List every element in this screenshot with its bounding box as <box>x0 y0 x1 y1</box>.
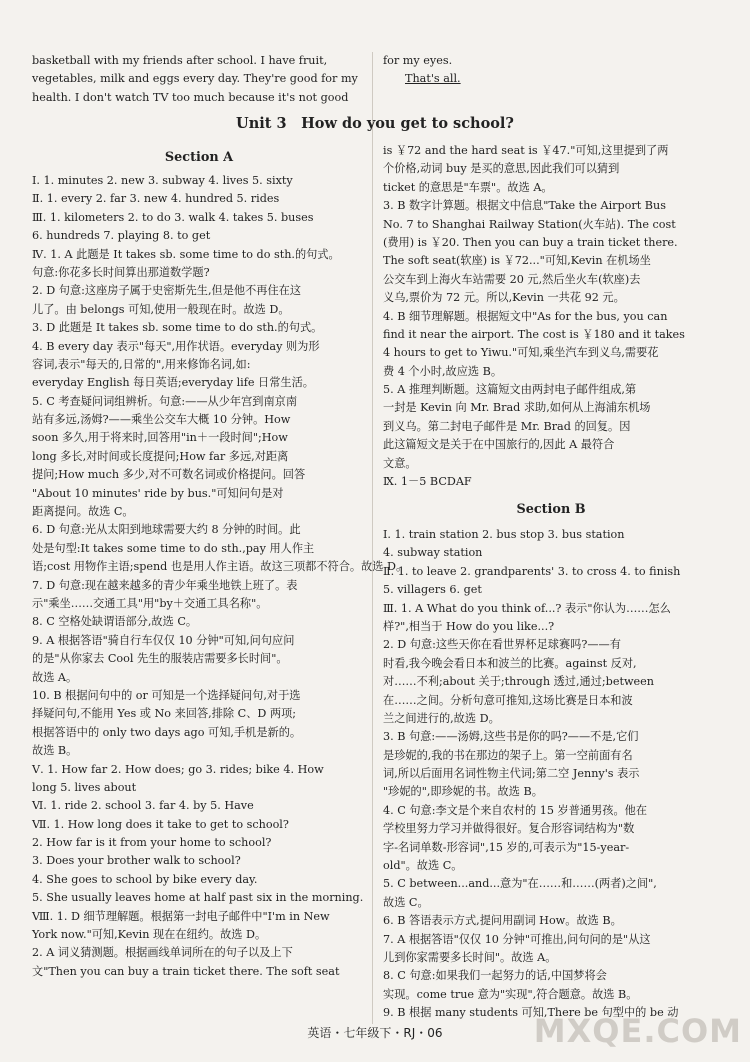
text-line: 提问;How much 多少,对不可数名词或价格提问。回答 <box>32 468 306 482</box>
text-line: find it near the airport. The cost is ￥180 and it takes <box>383 327 685 341</box>
text-line: "About 10 minutes' ride by bus."可知问句是对 <box>32 486 284 500</box>
text-line: 儿到你家需要多长时间"。故选 A。 <box>383 950 557 964</box>
text-line: 儿了。由 belongs 可知,使用一般现在时。故选 D。 <box>32 302 290 316</box>
text-line: 是珍妮的,我的书在那边的架子上。第一空前面有名 <box>383 748 633 762</box>
text-line: 4. She goes to school by bike every day. <box>32 872 258 886</box>
text-line: is ￥72 and the hard seat is ￥47."可知,这里提到了两 <box>383 144 669 157</box>
text-line: 词,所以后面用名词性物主代词;第二空 Jenny's 表示 <box>383 767 640 781</box>
text-line: 2. D 句意:这座房子属于史密斯先生,但是他不再住在这 <box>32 284 302 298</box>
unit-title: Unit 3 How do you get to school? <box>236 115 514 132</box>
text-line: (费用) is ￥20. Then you can buy a train ticket there. <box>383 235 678 249</box>
text-line: 3. Does your brother walk to school? <box>32 854 241 868</box>
text-line: 6. B 答语表示方式,提问用副词 How。故选 B。 <box>383 914 622 928</box>
text-line: 5. C between...and...意为"在……和……(两者)之间", <box>383 877 657 891</box>
text-line: 公交车到上海火车站需要 20 元,然后坐火车(软座)去 <box>383 272 641 286</box>
text-line: 3. B 句意:——汤姆,这些书是你的吗?——不是,它们 <box>383 730 639 744</box>
text-line: 3. D 此题是 It takes sb. some time to do sth.的句式。 <box>32 321 323 335</box>
text-line: 处是句型:It takes some time to do sth.,pay 用人作主 <box>32 541 315 555</box>
text-line: 10. B 根据问句中的 or 可知是一个选择疑问句,对于选 <box>32 688 301 702</box>
text-line: long 5. lives about <box>32 780 137 794</box>
text-line: Ⅳ. 1. A 此题是 It takes sb. some time to do sth.的句式。 <box>32 247 340 261</box>
text-line: 3. B 数字计算题。根据文中信息"Take the Airport Bus <box>383 199 666 213</box>
column-divider <box>372 52 373 1024</box>
text-line: 的是"从你家去 Cool 先生的服装店需要多长时间"。 <box>32 652 288 666</box>
text-line: Ⅱ. 1. to leave 2. grandparents' 3. to cross 4. to finish <box>383 564 681 578</box>
text-line: health. I don't watch TV too much because it's not good <box>32 90 349 104</box>
text-line: 9. A 根据答语"骑自行车仅仅 10 分钟"可知,问句应问 <box>32 633 295 647</box>
text-line: old"。故选 C。 <box>383 859 463 873</box>
text-line: 择疑问句,不能用 Yes 或 No 来回答,排除 C、D 两项; <box>32 707 297 721</box>
text-line: 语;cost 用物作主语;spend 也是用人作主语。故这三项都不符合。故选 D。 <box>32 560 408 574</box>
watermark-logo: MXQE.COM <box>533 1012 742 1050</box>
text-line: 8. C 句意:如果我们一起努力的话,中国梦将会 <box>383 969 607 983</box>
section-a-answers-continued <box>383 142 719 491</box>
text-line: 6. D 句意:光从太阳到地球需要大约 8 分钟的时间。此 <box>32 523 301 537</box>
text-line: 4. C 句意:李文是个来自农村的 15 岁普通男孩。他在 <box>383 803 648 817</box>
text-line: 5. She usually leaves home at half past six in the morning. <box>32 891 364 905</box>
text-line: Ⅶ. 1. How long does it take to get to school? <box>32 817 289 831</box>
text-line: Ⅲ. 1. kilometers 2. to do 3. walk 4. takes 5. buses <box>32 210 314 224</box>
right-column-top <box>383 52 719 89</box>
text-line: 5. villagers 6. get <box>383 583 482 597</box>
text-line: 一封是 Kevin 向 Mr. Brad 求助,如何从上海浦东机场 <box>383 401 651 415</box>
text-line: Ⅵ. 1. ride 2. school 3. far 4. by 5. Have <box>32 799 254 813</box>
text-line: basketball with my friends after school. I have fruit, <box>32 54 328 67</box>
left-column <box>32 52 366 107</box>
text-line: Ⅰ. 1. minutes 2. new 3. subway 4. lives 5. sixty <box>32 174 293 187</box>
text-line: Ⅴ. 1. How far 2. How does; go 3. rides; bike 4. How <box>32 762 324 776</box>
section-b-heading: Section B <box>516 502 586 517</box>
text-line: ticket 的意思是"车票"。故选 A。 <box>383 180 553 194</box>
text-line: 文"Then you can buy a train ticket there. The soft seat <box>32 964 340 978</box>
text-line: 4. subway station <box>383 546 483 560</box>
text-line: 故选 C。 <box>383 895 429 909</box>
text-line: 4. B 细节理解题。根据短文中"As for the bus, you can <box>383 309 668 323</box>
text-line: Ⅷ. 1. D 细节理解题。根据第一封电子邮件中"I'm in New <box>32 909 330 923</box>
text-line: Ⅰ. 1. train station 2. bus stop 3. bus station <box>383 528 625 541</box>
text-line: Ⅲ. 1. A What do you think of...? 表示"你认为……怎么 <box>383 601 671 615</box>
text-line: 故选 B。 <box>32 744 78 758</box>
text-line: vegetables, milk and eggs every day. They're good for my <box>32 72 358 86</box>
text-line: 此这篇短文是关于在中国旅行的,因此 A 最符合 <box>383 438 615 452</box>
section-b-answers <box>383 526 719 1023</box>
text-line: No. 7 to Shanghai Railway Station(火车站). The cost <box>383 217 676 231</box>
text-line: That's all. <box>405 72 461 86</box>
text-line: 7. A 根据答语"仅仅 10 分钟"可推出,问句问的是"从这 <box>383 932 651 946</box>
text-line: 2. D 句意:这些天你在看世界杯足球赛吗?——有 <box>383 638 621 652</box>
text-line: 费 4 个小时,故应选 B。 <box>383 364 503 378</box>
text-line: 4 hours to get to Yiwu."可知,乘坐汽车到义乌,需要花 <box>383 346 659 360</box>
text-line: 7. D 句意:现在越来越多的青少年乘坐地铁上班了。表 <box>32 578 298 592</box>
text-line: 站有多远,汤姆?——乘坐公交车大概 10 分钟。How <box>32 413 291 427</box>
text-line: 兰之间进行的,故选 D。 <box>383 711 500 725</box>
text-line: 5. C 考查疑问词组辨析。句意:——从少年宫到南京南 <box>32 394 298 408</box>
text-line: 2. A 词义猜测题。根据画线单词所在的句子以及上下 <box>32 946 293 960</box>
text-line: 5. A 推理判断题。这篇短文由两封电子邮件组成,第 <box>383 383 637 397</box>
text-line: 2. How far is it from your home to school? <box>32 836 272 850</box>
text-line: 距离提问。故选 C。 <box>32 505 134 519</box>
page-footer: 英语・七年级下・RJ・06 <box>307 1026 443 1040</box>
text-line: 时看,我今晚会看日本和波兰的比赛。against 反对, <box>383 656 637 670</box>
text-line: 义乌,票价为 72 元。所以,Kevin 一共花 92 元。 <box>383 291 625 305</box>
text-line: The soft seat(软座) is ￥72..."可知,Kevin 在机场坐 <box>383 254 651 268</box>
text-line: 到义乌。第二封电子邮件是 Mr. Brad 的回复。因 <box>383 419 631 433</box>
text-line: everyday English 每日英语;everyday life 日常生活。 <box>32 376 314 390</box>
text-line: 在……之间。分析句意可推知,这场比赛是日本和波 <box>383 693 633 707</box>
text-line: 实现。come true 意为"实现",符合题意。故选 B。 <box>383 987 638 1001</box>
text-line: 示"乘坐……交通工具"用"by＋交通工具名称"。 <box>32 596 268 610</box>
text-line: long 多长,对时间或长度提问;How far 多远,对距离 <box>32 449 289 463</box>
text-line: 字-名词单数-形容词",15 岁的,可表示为"15-year- <box>383 840 630 854</box>
text-line: 个价格,动词 buy 是买的意思,因此我们可以猜到 <box>383 162 620 176</box>
text-line: York now."可知,Kevin 现在在纽约。故选 D。 <box>32 928 267 942</box>
text-line: 容词,表示"每天的,日常的",用来修饰名词,如: <box>32 357 251 371</box>
text-line: 学校里努力学习并做得很好。复合形容词结构为"数 <box>383 822 635 836</box>
text-line: 故选 A。 <box>32 670 78 684</box>
text-line: Ⅸ. 1－5 BCDAF <box>383 475 472 489</box>
text-line: 根据答语中的 only two days ago 可知,手机是新的。 <box>32 725 302 739</box>
text-line: 6. hundreds 7. playing 8. to get <box>32 229 211 243</box>
text-line: 9. B 根据 many students 可知,There be 句型中的 be 动 <box>383 1006 679 1020</box>
text-line: 对……不利;about 关于;through 透过,通过;between <box>383 675 654 689</box>
text-line: soon 多久,用于将来时,回答用"in＋一段时间";How <box>32 431 288 445</box>
text-line: 文意。 <box>383 456 417 470</box>
section-a-heading: Section A <box>164 150 234 165</box>
text-line: for my eyes. <box>383 54 453 67</box>
text-line: 8. C 空格处缺谓语部分,故选 C。 <box>32 615 198 629</box>
text-line: 4. B every day 表示"每天",用作状语。everyday 则为形 <box>32 339 320 353</box>
text-line: 句意:你花多长时间算出那道数学题? <box>32 265 210 279</box>
text-line: "珍妮的",即珍妮的书。故选 B。 <box>383 785 543 799</box>
text-line: 样?",相当于 How do you like...? <box>383 619 555 633</box>
text-line: Ⅱ. 1. every 2. far 3. new 4. hundred 5. rides <box>32 192 280 206</box>
